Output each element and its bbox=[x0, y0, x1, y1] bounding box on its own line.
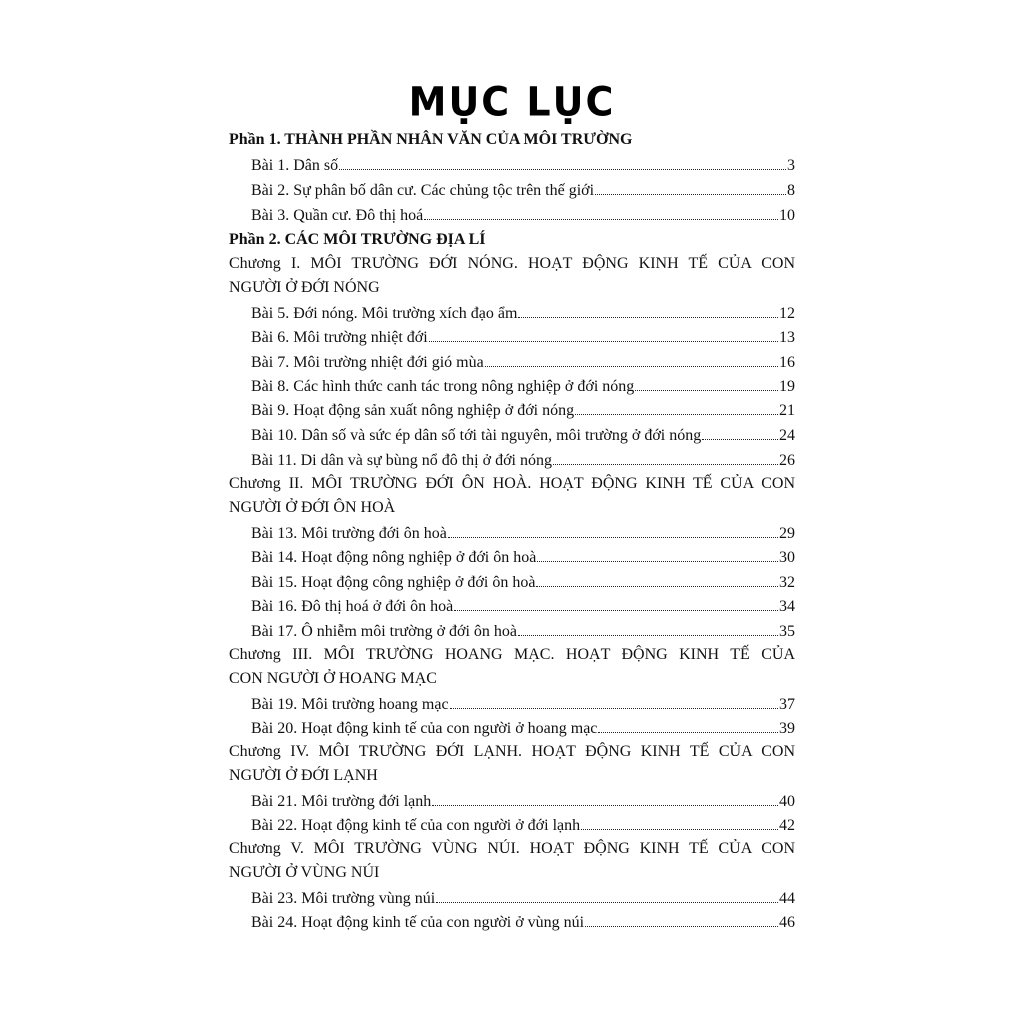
toc-entry bbox=[229, 570, 795, 594]
entry-page: 26 bbox=[779, 452, 795, 469]
chapter-5-heading: Chương V. MÔI TRƯỜNG VÙNG NÚI. HOẠT ĐỘNG KINH TẾ CỦA CON bbox=[229, 840, 795, 857]
entry-page: 32 bbox=[779, 574, 795, 591]
entry-label: Bài 7. Môi trường nhiệt đới gió mùa bbox=[251, 354, 484, 371]
entry-page: 19 bbox=[779, 378, 795, 395]
entry-page: 10 bbox=[779, 207, 795, 224]
dot-leader bbox=[339, 153, 786, 170]
chapter-3-heading: Chương III. MÔI TRƯỜNG HOANG MẠC. HOẠT ĐỘNG KINH TẾ CỦA bbox=[229, 646, 795, 663]
entry-label: Bài 3. Quần cư. Đô thị hoá bbox=[251, 207, 424, 224]
toc-entry bbox=[229, 521, 795, 545]
entry-label: Bài 10. Dân số và sức ép dân số tới tài nguyên, môi trường ở đới nóng bbox=[251, 427, 702, 444]
chapter-3-heading-cont: CON NGƯỜI Ở HOANG MẠC bbox=[229, 670, 437, 687]
entry-page: 24 bbox=[779, 427, 795, 444]
part-1-heading: Phần 1. THÀNH PHẦN NHÂN VĂN CỦA MÔI TRƯỜNG bbox=[229, 131, 633, 148]
chapter-5-heading-cont: NGƯỜI Ở VÙNG NÚI bbox=[229, 864, 380, 881]
dot-leader bbox=[450, 692, 778, 709]
entry-page: 46 bbox=[779, 914, 795, 931]
dot-leader bbox=[585, 910, 778, 927]
entry-label: Bài 13. Môi trường đới ôn hoà bbox=[251, 525, 447, 542]
entry-label: Bài 17. Ô nhiễm môi trường ở đới ôn hoà bbox=[251, 623, 518, 640]
dot-leader bbox=[635, 374, 778, 391]
entry-page: 8 bbox=[787, 182, 795, 199]
entry-page: 40 bbox=[779, 793, 795, 810]
toc-entry bbox=[229, 594, 795, 618]
dot-leader bbox=[436, 886, 778, 903]
entry-label: Bài 24. Hoạt động kinh tế của con người ở vùng núi bbox=[251, 914, 585, 931]
entry-page: 37 bbox=[779, 696, 795, 713]
entry-page: 35 bbox=[779, 623, 795, 640]
toc-entry bbox=[229, 301, 795, 325]
page-title: MỤC LỤC bbox=[408, 78, 616, 126]
entry-label: Bài 20. Hoạt động kinh tế của con người ở hoang mạc bbox=[251, 720, 598, 737]
toc-entry bbox=[229, 153, 795, 177]
entry-label: Bài 15. Hoạt động công nghiệp ở đới ôn hoà bbox=[251, 574, 536, 591]
entry-page: 30 bbox=[779, 549, 795, 566]
entry-page: 13 bbox=[779, 329, 795, 346]
dot-leader bbox=[424, 203, 778, 220]
toc-entry bbox=[229, 398, 795, 422]
entry-page: 12 bbox=[779, 305, 795, 322]
dot-leader bbox=[448, 521, 778, 538]
entry-label: Bài 1. Dân số bbox=[251, 157, 339, 174]
dot-leader bbox=[581, 813, 778, 830]
entry-label: Bài 11. Di dân và sự bùng nổ đô thị ở đới nóng bbox=[251, 452, 552, 469]
toc-entry bbox=[229, 545, 795, 569]
entry-label: Bài 23. Môi trường vùng núi bbox=[251, 890, 436, 907]
dot-leader bbox=[537, 545, 778, 562]
toc-entry bbox=[229, 619, 795, 643]
chapter-1-heading: Chương I. MÔI TRƯỜNG ĐỚI NÓNG. HOẠT ĐỘNG KINH TẾ CỦA CON bbox=[229, 255, 795, 272]
part-2-heading: Phần 2. CÁC MÔI TRƯỜNG ĐỊA LÍ bbox=[229, 231, 486, 248]
chapter-1-heading-cont: NGƯỜI Ở ĐỚI NÓNG bbox=[229, 279, 380, 296]
entry-label: Bài 19. Môi trường hoang mạc bbox=[251, 696, 449, 713]
entry-label: Bài 22. Hoạt động kinh tế của con người ở đới lạnh bbox=[251, 817, 581, 834]
toc-entry bbox=[229, 716, 795, 740]
toc-entry bbox=[229, 350, 795, 374]
entry-page: 29 bbox=[779, 525, 795, 542]
entry-page: 16 bbox=[779, 354, 795, 371]
toc-entry bbox=[229, 448, 795, 472]
toc-entry bbox=[229, 374, 795, 398]
entry-page: 42 bbox=[779, 817, 795, 834]
entry-page: 39 bbox=[779, 720, 795, 737]
dot-leader bbox=[429, 325, 778, 342]
chapter-2-heading-cont: NGƯỜI Ở ĐỚI ÔN HOÀ bbox=[229, 499, 396, 516]
chapter-4-heading-cont: NGƯỜI Ở ĐỚI LẠNH bbox=[229, 767, 378, 784]
entry-page: 21 bbox=[779, 402, 795, 419]
dot-leader bbox=[598, 716, 778, 733]
toc-entry bbox=[229, 813, 795, 837]
toc-entry bbox=[229, 203, 795, 227]
dot-leader bbox=[575, 398, 778, 415]
dot-leader bbox=[702, 423, 778, 440]
toc-entry bbox=[229, 178, 795, 202]
toc-entry bbox=[229, 423, 795, 447]
entry-label: Bài 2. Sự phân bố dân cư. Các chủng tộc trên thế giới bbox=[251, 182, 595, 199]
toc-entry bbox=[229, 886, 795, 910]
entry-label: Bài 16. Đô thị hoá ở đới ôn hoà bbox=[251, 598, 454, 615]
chapter-2-heading: Chương II. MÔI TRƯỜNG ĐỚI ÔN HOÀ. HOẠT ĐỘNG KINH TẾ CỦA CON bbox=[229, 475, 795, 492]
chapter-4-heading: Chương IV. MÔI TRƯỜNG ĐỚI LẠNH. HOẠT ĐỘNG KINH TẾ CỦA CON bbox=[229, 743, 795, 760]
dot-leader bbox=[553, 448, 778, 465]
dot-leader bbox=[432, 789, 778, 806]
entry-label: Bài 14. Hoạt động nông nghiệp ở đới ôn hoà bbox=[251, 549, 537, 566]
dot-leader bbox=[595, 178, 786, 195]
entry-page: 44 bbox=[779, 890, 795, 907]
entry-label: Bài 6. Môi trường nhiệt đới bbox=[251, 329, 428, 346]
dot-leader bbox=[536, 570, 778, 587]
toc-entry bbox=[229, 789, 795, 813]
entry-label: Bài 9. Hoạt động sản xuất nông nghiệp ở đới nóng bbox=[251, 402, 575, 419]
dot-leader bbox=[485, 350, 778, 367]
toc-entry bbox=[229, 910, 795, 934]
entry-page: 3 bbox=[787, 157, 795, 174]
toc-entry bbox=[229, 325, 795, 349]
entry-label: Bài 8. Các hình thức canh tác trong nông nghiệp ở đới nóng bbox=[251, 378, 635, 395]
dot-leader bbox=[454, 594, 778, 611]
entry-page: 34 bbox=[779, 598, 795, 615]
toc-entry bbox=[229, 692, 795, 716]
entry-label: Bài 5. Đới nóng. Môi trường xích đạo ẩm bbox=[251, 305, 518, 322]
dot-leader bbox=[518, 619, 778, 636]
dot-leader bbox=[518, 301, 778, 318]
entry-label: Bài 21. Môi trường đới lạnh bbox=[251, 793, 432, 810]
